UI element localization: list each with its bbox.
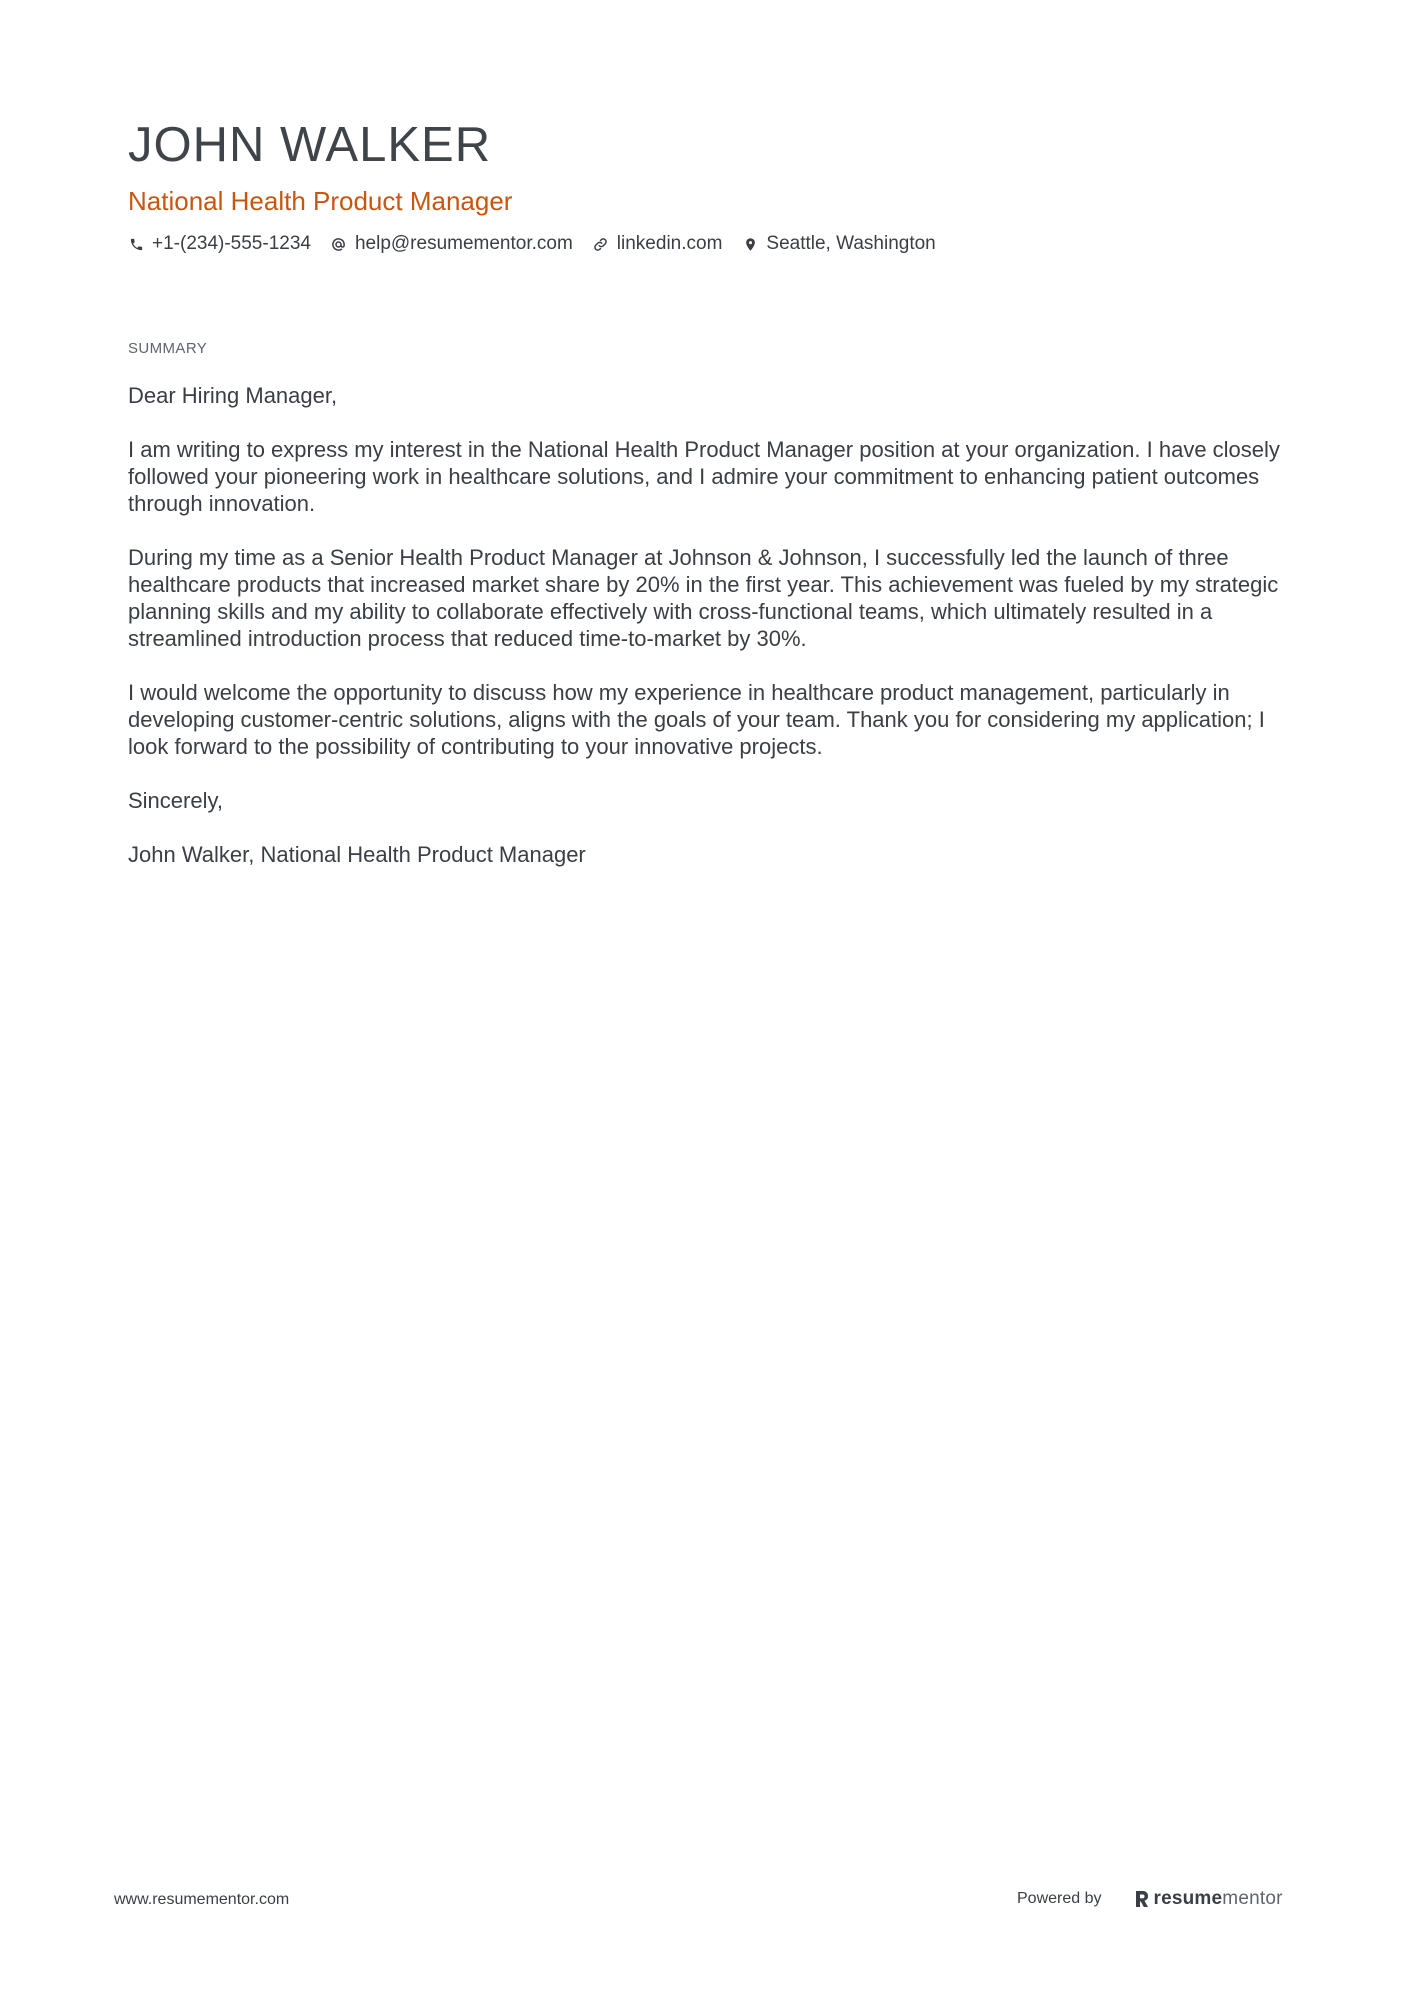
- email-text: help@resumementor.com: [354, 233, 573, 254]
- applicant-name: JOHN WALKER: [128, 118, 492, 172]
- powered-by-label: Powered by: [1017, 1890, 1102, 1907]
- resumementor-logo-icon: [1134, 1889, 1150, 1909]
- link-icon: [593, 236, 609, 252]
- contact-email: [331, 231, 573, 257]
- letter-paragraph-3: I would welcome the opportunity to discuss how my experience in healthcare product management, particularly in developing customer-centric solutions, aligns with the goals of your team. Thank you for considering my application; I look forward to the possibility of contributing to your innovative projects.: [128, 680, 1265, 759]
- contact-row: [128, 231, 1288, 257]
- contact-phone: [128, 231, 311, 257]
- powered-by: [1017, 1888, 1283, 1910]
- phone-icon: [128, 236, 144, 252]
- brand-name-part-2: mentor: [1222, 1888, 1283, 1909]
- phone-text: +1-(234)-555-1234: [152, 233, 311, 254]
- at-icon: [331, 236, 347, 252]
- header: [128, 115, 1288, 257]
- linkedin-text: linkedin.com: [616, 233, 723, 254]
- contact-linkedin: [593, 231, 723, 257]
- brand-name: [1154, 1888, 1283, 1910]
- job-title: National Health Product Manager: [128, 186, 513, 216]
- signature: John Walker, National Health Product Manager: [128, 842, 586, 867]
- salutation: Dear Hiring Manager,: [128, 383, 338, 408]
- closing: Sincerely,: [128, 788, 223, 813]
- letter-paragraph-2: During my time as a Senior Health Product Manager at Johnson & Johnson, I successfully led the launch of three healthcare products that increased market share by 20% in the first year. This achievement was fueled by my strategic planning skills and my ability to collaborate effectively with cross-functional teams, which ultimately resulted in a streamlined introduction process that reduced time-to-market by 30%.: [128, 545, 1279, 651]
- brand-name-part-1: resume: [1153, 1888, 1223, 1909]
- contact-location: [742, 231, 935, 257]
- letter-paragraph-1: I am writing to express my interest in the National Health Product Manager position at your organization. I have closely followed your pioneering work in healthcare solutions, and I admire your commitment to enhancing patient outcomes through innovation.: [128, 437, 1280, 516]
- section-label-summary: SUMMARY: [128, 340, 208, 357]
- location-text: Seattle, Washington: [766, 233, 936, 254]
- footer-url: www.resumementor.com: [114, 1891, 290, 1908]
- brand-logo: [1134, 1888, 1283, 1910]
- location-pin-icon: [742, 236, 758, 252]
- letter-body: [128, 382, 1298, 895]
